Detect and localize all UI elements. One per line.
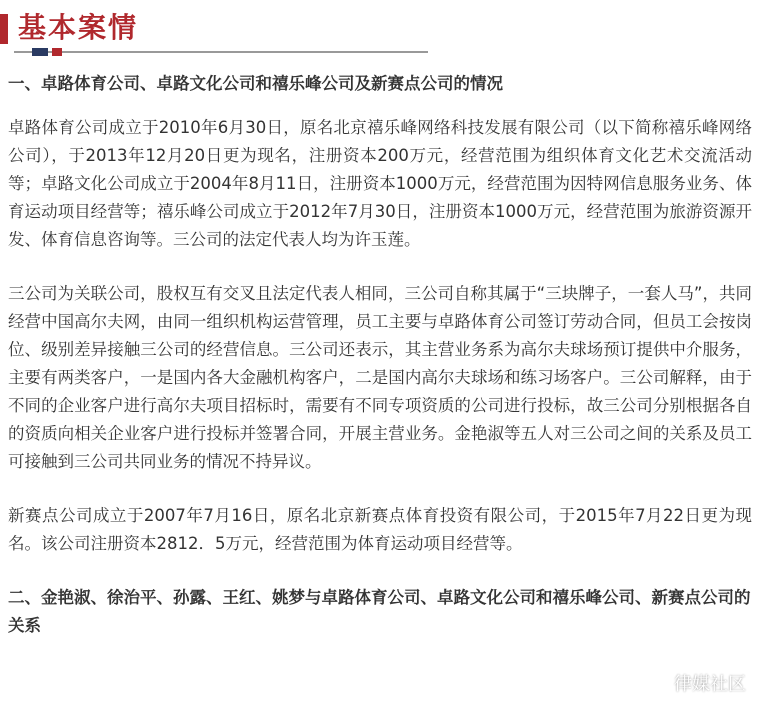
paragraph-3: 新赛点公司成立于2007年7月16日，原名北京新赛点体育投资有限公司，于2015年7月22日更为现名。该公司注册资本2812．5万元，经营范围为体育运动项目经营等。 <box>8 506 752 553</box>
title-divider <box>14 51 428 53</box>
section-header <box>0 0 760 62</box>
accent-block <box>0 14 8 44</box>
section-heading-1: 一、卓路体育公司、卓路文化公司和禧乐峰公司及新赛点公司的情况 <box>8 74 503 93</box>
paragraph-2: 三公司为关联公司，股权互有交叉且法定代表人相同，三公司自称其属于“三块牌子，一套人马”，共同经营中国高尔夫网，由同一组织机构运营管理，员工主要与卓路体育公司签订劳动合同，但员工会按岗位、级别差异接触三公司的经营信息。三公司还表示，其主营业务系为高尔夫球场预订提供中介服务，主要有两类客户，一是国内各大金融机构客户，二是国内高尔夫球场和练习场客户。三公司解释，由于不同的企业客户进行高尔夫项目招标时，需要有不同专项资质的公司进行投标，故三公司分别根据各自的资质向相关企业客户进行投标并签署合同，开展主营业务。金艳淑等五人对三公司之间的关系及员工可接触到三公司共同业务的情况不持异议。 <box>8 284 752 471</box>
wechat-icon <box>644 673 668 693</box>
article-body <box>8 70 752 640</box>
watermark-text: 律媒社区 <box>674 674 746 695</box>
decor-red-block <box>52 48 62 56</box>
decor-dark-block <box>32 48 48 56</box>
page-title: 基本案情 <box>18 11 139 44</box>
paragraph-1: 卓路体育公司成立于2010年6月30日，原名北京禧乐峰网络科技发展有限公司（以下简称禧乐峰网络公司），于2013年12月20日更为现名，注册资本200万元，经营范围为组织体育文化艺术交流活动等；卓路文化公司成立于2004年8月11日，注册资本1000万元，经营范围为因特网信息服务业务、体育运动项目经营等；禧乐峰公司成立于2012年7月30日，注册资本1000万元，经营范围为旅游资源开发、体育信息咨询等。三公司的法定代表人均为许玉莲。 <box>8 118 752 249</box>
watermark <box>644 670 746 696</box>
section-heading-2: 二、金艳淑、徐治平、孙露、王红、姚梦与卓路体育公司、卓路文化公司和禧乐峰公司、新赛点公司的关系 <box>8 588 751 635</box>
